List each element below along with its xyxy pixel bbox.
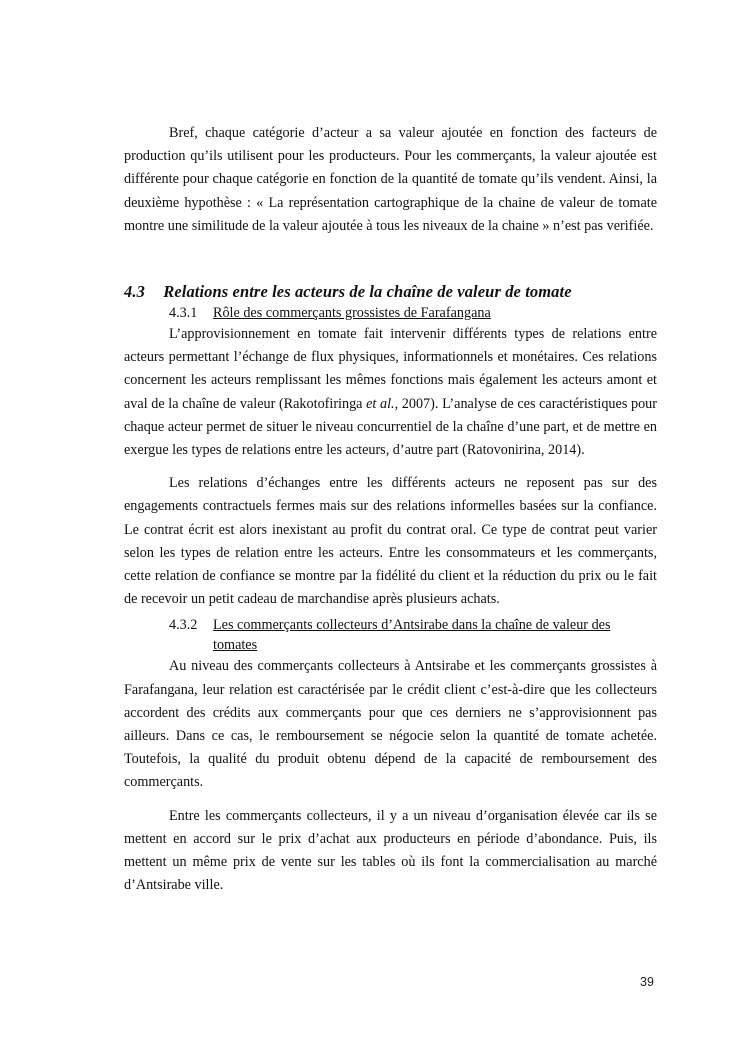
citation-italic: et al., xyxy=(366,395,399,412)
subsection-heading-4-3-2 xyxy=(124,615,657,655)
section-title: Relations entre les acteurs de la chaîne de valeur de tomate xyxy=(163,282,572,302)
subsection-number: 4.3.1 xyxy=(169,305,198,322)
section-heading xyxy=(124,281,657,303)
paragraph-text: 2007). L’analyse de ces caractéristiques pour chaque acteur permet de situer le niveau concurrentiel de la chaîne d’une part, et de mettre en exergue les types de relations entre les acteurs, d’autre part (Ratovonirina, 2014). xyxy=(124,395,657,459)
subsection-title: Les commerçants collecteurs d’Antsirabe dans la chaîne de valeur des tomates xyxy=(213,617,611,654)
subsection-heading-4-3-1 xyxy=(124,303,657,323)
paragraph-text: L’approvisionnement en tomate fait intervenir différents types de relations entre acteurs permettant l’échange de flux physiques, informationnels et monétaires. Ces relations concernent les acteurs remplissant les mêmes fonctions mais également les acteurs amont et aval de la chaîne de valeur (Rakotofiringa xyxy=(124,326,657,412)
section-number: 4.3 xyxy=(124,282,145,302)
paragraph-conclusion: Bref, chaque catégorie d’acteur a sa valeur ajoutée en fonction des facteurs de production qu’ils utilisent pour les producteurs. Pour les commerçants, la valeur ajoutée est différente pour chaque catégorie en fonction de la quantité de tomate qu’ils vendent. Ainsi, la deuxième hypothèse : « La représentation cartographique de la chaine de valeur de tomate montre une similitude de la valeur ajoutée à tous les niveaux de la chaine » n’est pas verifiée. xyxy=(124,125,657,234)
subsection-title: Rôle des commerçants grossistes de Farafangana xyxy=(213,305,491,322)
paragraph-organisation: Entre les commerçants collecteurs, il y a un niveau d’organisation élevée car ils se mettent en accord sur le prix d’achat aux producteurs en période d’abondance. Puis, ils mettent un même prix de vente sur les tables où ils font la commercialisation au marché d’Antsirabe ville. xyxy=(124,807,657,894)
paragraph-collecteurs: Au niveau des commerçants collecteurs à Antsirabe et les commerçants grossistes à Farafangana, leur relation est caractérisée par le crédit client c’est-à-dire que les collecteurs accordent des crédits aux commerçants pour que ces derniers ne s’approvisionnent pas ailleurs. Dans ce cas, le remboursement se négocie selon la quantité de tomate achetée. Toutefois, la qualité du produit obtenu dépend de la capacité de remboursement des commerçants. xyxy=(124,658,657,791)
page-content xyxy=(124,122,657,897)
page-number: 39 xyxy=(640,975,654,989)
paragraph-approvisionnement xyxy=(124,323,657,462)
paragraph-relations: Les relations d’échanges entre les différents acteurs ne reposent pas sur des engagements contractuels fermes mais sur des relations informelles basées sur la confiance. Le contrat écrit est alors inexistant au profit du contrat oral. Ce type de contrat peut varier selon les types de relation entre les acteurs. Entre les consommateurs et les commerçants, cette relation de confiance se montre par la fidélité du client et la réduction du prix ou le fait de recevoir un petit cadeau de marchandise après plusieurs achats. xyxy=(124,475,657,608)
subsection-number: 4.3.2 xyxy=(169,617,198,634)
